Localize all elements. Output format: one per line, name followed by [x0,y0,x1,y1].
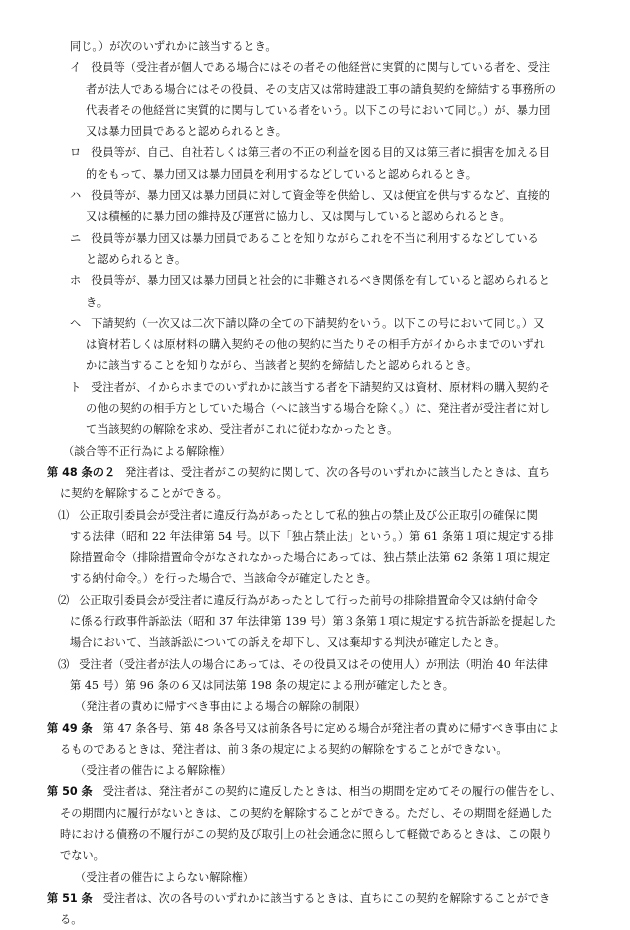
item-marker: ハ [70,189,82,203]
item-marker: ホ [70,274,82,288]
article-number: 第 50 条 [47,785,93,799]
text-line: 代表者その他経営に実質的に関与している者をいう。以下この号において同じ。）が、暴力団 [86,103,551,117]
text-line: 除措置命令（排除措置命令がなされなかった場合にあっては、独占禁止法第 62 条第１項に規定 [70,551,550,565]
text-line: に係る行政事件訴訟法（昭和 37 年法律第 139 号）第３条第１項に規定する抗告訴訟を提起した [70,615,557,629]
section-caption: （発注者の責めに帰すべき事由による場合の解除の制限） [75,700,366,714]
item-number: ⑶ [58,657,70,671]
article-49 [0,718,630,739]
item-text: 下請契約（一次又は二次下請以降の全ての下請契約をいう。以下この号において同じ。）又 [91,316,545,330]
article-51 [0,888,630,909]
list-item-i [0,57,630,78]
text-line: その期間内に履行がないときは、この契約を解除することができる。ただし、その期間を経過した [60,806,553,820]
list-item-ha [0,185,630,206]
article-number: 第 48 条の２ [47,465,116,479]
text-line: する法律（昭和 22 年法律第 54 号。以下「独占禁止法」という。）第 61 条第１項に規定する排 [70,529,554,543]
numbered-item-1 [0,505,630,526]
text-line: るものであるときは、発注者は、前３条の規定による契約の解除をすることができない。 [60,742,508,756]
text-line: でない。 [60,849,105,863]
item-marker: ヘ [70,316,82,330]
list-item-to [0,377,630,398]
article-48-2 [0,462,630,483]
item-text: 役員等が、暴力団又は暴力団員と社会的に非難されるべき関係を有していると認められると [91,274,550,288]
item-text: 役員等（受注者が個人である場合にはその者その他経営に実質的に関与している者を、受注 [91,61,550,75]
item-marker: イ [70,61,82,75]
section-caption: （受注者の催告によらない解除権） [75,870,255,884]
item-text: 役員等が暴力団又は暴力団員であることを知りながらこれを不当に利用するなどしている [91,231,539,245]
article-text: 発注者は、受注者がこの契約に関して、次の各号のいずれかに該当したときは、直ち [125,465,551,479]
text-line: 時における債務の不履行がこの契約及び取引上の社会通念に照らして軽微であるときは、この限り [60,827,553,841]
text-line: る。 [60,913,83,927]
text-line: と認められるとき。 [86,252,187,266]
item-marker: ト [70,380,82,394]
text-line: の他の契約の相手方としていた場合（ヘに該当する場合を除く。）に、発注者が受注者に対し [86,402,551,416]
text-line: 又は暴力団員であると認められるとき。 [86,125,287,139]
item-text: 役員等が、暴力団又は暴力団員に対して資金等を供給し、又は便宜を供与するなど、直接的 [91,189,550,203]
list-item-ho [0,270,630,291]
item-text: 受注者が、イからホまでのいずれかに該当する者を下請契約又は資材、原材料の購入契約そ [91,380,550,394]
text-line: 第 45 号）第 96 条の６又は同法第 198 条の規定による刑が確定したとき。 [70,678,454,692]
text-line: 同じ。）が次のいずれかに該当するとき。 [70,40,277,53]
list-item-he [0,313,630,334]
text-line: 的をもって、暴力団又は暴力団員を利用するなどしていると認められるとき。 [86,167,477,181]
item-number: ⑵ [58,593,70,607]
section-caption: （談合等不正行為による解除権） [63,444,231,458]
text-line: 者が法人である場合にはその役員、その支店又は常時建設工事の請負契約を締結する事務所の [86,82,556,96]
item-text: 公正取引委員会が受注者に違反行為があったとして私的独占の禁止及び公正取引の確保に関 [79,508,538,522]
list-item-ni [0,228,630,249]
text-line: は資材若しくは原材料の購入契約その他の契約に当たりその相手方がイからホまでのいずれ [86,338,545,352]
text-line: かに該当することを知りながら、当該者と契約を締結したと認められるとき。 [86,359,478,373]
item-text: 役員等が、自己、自社若しくは第三者の不正の利益を図る目的又は第三者に損害を加える目 [91,146,550,160]
text-line: き。 [86,295,108,309]
article-50 [0,781,630,802]
text-line: 又は積極的に暴力団の維持及び運営に協力し、又は関与していると認められるとき。 [86,210,511,224]
text-line: て当該契約の解除を求め、受注者がこれに従わなかったとき。 [86,423,399,437]
article-text: 第 47 条各号、第 48 条各号又は前条各号に定める場合が発注者の責めに帰すべき事由によ [102,721,560,735]
article-text: 受注者は、発注者がこの契約に違反したときは、相当の期間を定めてその履行の催告をし、 [102,785,562,799]
numbered-item-3 [0,654,630,675]
item-text: 受注者（受注者が法人の場合にあっては、その役員又はその使用人）が刑法（明治 40 年法律 [79,657,548,671]
item-number: ⑴ [58,508,70,522]
item-marker: ニ [70,231,82,245]
item-marker: ロ [70,146,82,160]
section-caption: （受注者の催告による解除権） [75,764,232,778]
document-page [0,36,630,930]
numbered-item-2 [0,590,630,611]
list-item-ro [0,142,630,163]
item-text: 公正取引委員会が受注者に違反行為があったとして行った前号の排除措置命令又は納付命令 [79,593,538,607]
text-line: に契約を解除することができる。 [60,487,228,501]
article-text: 受注者は、次の各号のいずれかに該当するときは、直ちにこの契約を解除することができ [102,891,551,905]
article-number: 第 51 条 [47,891,93,905]
text-line: する納付命令。）を行った場合で、当該命令が確定したとき。 [70,572,377,586]
article-number: 第 49 条 [47,721,93,735]
text-line: 場合において、当該訴訟についての訴えを却下し、又は棄却する判決が確定したとき。 [70,636,506,650]
